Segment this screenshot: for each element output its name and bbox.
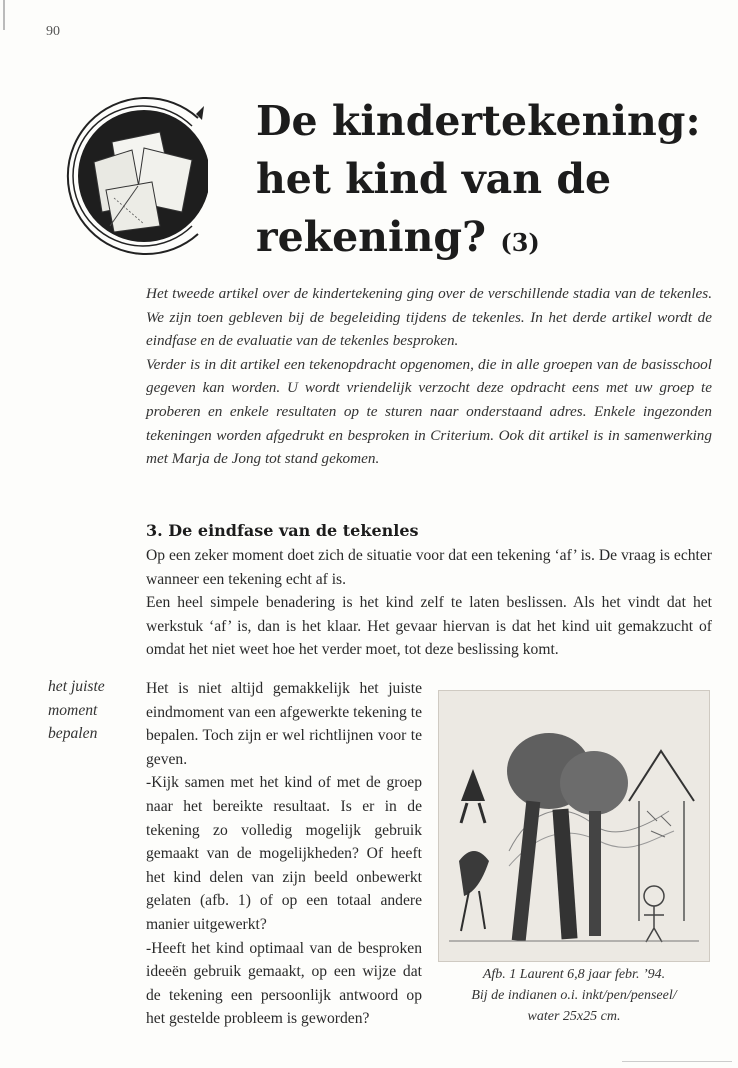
article-title: [256, 92, 726, 272]
caption-line: Bij de indianen o.i. inkt/pen/penseel/: [471, 988, 677, 1003]
section-heading: 3. De eindfase van de tekenles: [146, 521, 419, 540]
margin-note-line: bepalen: [48, 725, 98, 743]
article-logo: [48, 86, 208, 266]
margin-note-line: het juiste: [48, 678, 105, 695]
margin-note: [48, 675, 138, 746]
intro-paragraph: Het tweede artikel over de kindertekening ging over de verschillende stadia van de tekenles. We zijn toen gebleven bij de begeleiding tijdens de tekenles. In het derde artikel wordt de eindfase en de evaluatie van de tekenles besproken.: [146, 285, 712, 350]
body-paragraph: Op een zeker moment doet zich de situatie voor dat een tekening ‘af’ is. De vraag is echter wanneer een tekening echt af is.: [146, 547, 712, 588]
figure-caption: [438, 964, 710, 1027]
intro-paragraph: Verder is in dit artikel een tekenopdracht opgenomen, die in alle groepen van de basisschool gegeven kan worden. U wordt vriendelijk verzocht deze opdracht eens met uw groep te proberen en enkele resultaten op te sturen naar onderstaand adres. Enkele ingezonden tekeningen worden afgedrukt en besproken in Criterium. Ook dit artikel is in samenwerking met Marja de Jong tot stand gekomen.: [146, 355, 712, 468]
margin-note-line: moment: [48, 701, 98, 719]
article-title-main: De kindertekening: het kind van de rekening?: [256, 97, 701, 261]
caption-line: Afb. 1 Laurent 6,8 jaar febr. ’94.: [482, 967, 666, 982]
section-body: [146, 544, 712, 662]
article-part-number: (3): [500, 228, 540, 257]
column-paragraph: -Kijk samen met het kind of met de groep naar het bereikte resultaat. Is er in de tekening zo volledig mogelijk gebruik gemaakt van de mogelijkheden? Of heeft het kind delen van zijn beeld onbewerkt gelaten (afb. 1) of op een totaal andere manier uitgewerkt?: [146, 774, 422, 933]
page-number: 90: [46, 24, 60, 39]
page-edge-line: [3, 0, 5, 30]
intro-text: [146, 282, 712, 471]
caption-line: water 25x25 cm.: [527, 1009, 621, 1024]
child-drawing-figure: [438, 690, 710, 962]
bottom-rule: [622, 1061, 732, 1062]
body-paragraph: Een heel simpele benadering is het kind zelf te laten beslissen. Als het vindt dat het werkstuk ‘af’ is, dan is het klaar. Het gevaar hiervan is dat het kind uit gemakzucht of omdat het niet weet hoe het verder moet, tot deze beslissing komt.: [146, 594, 712, 659]
column-text: [146, 677, 422, 1031]
column-paragraph: -Heeft het kind optimaal van de besproken ideeën gebruik gemaakt, op een wijze dat de tekening een persoonlijk antwoord op het gestelde probleem is geworden?: [146, 939, 422, 1028]
column-paragraph: Het is niet altijd gemakkelijk het juiste eindmoment van een afgewerkte tekening te bepalen. Toch zijn er wel richtlijnen voor te geven.: [146, 680, 422, 768]
